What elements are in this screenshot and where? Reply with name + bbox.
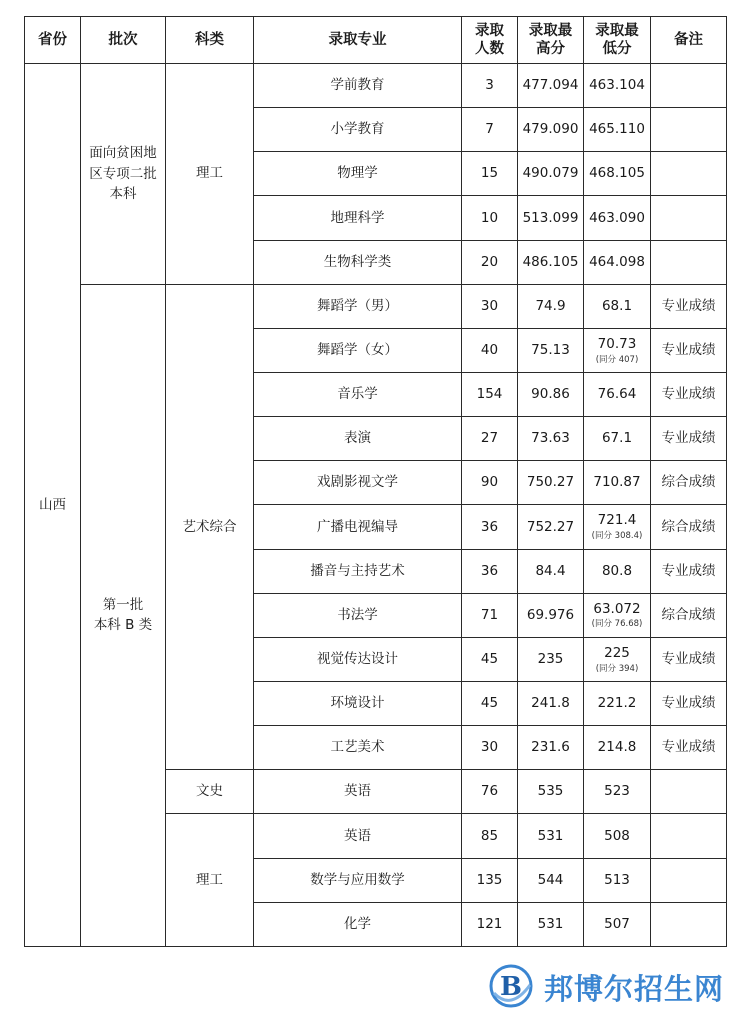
min-score-cell: 465.110	[584, 108, 651, 152]
major-cell: 戏剧影视文学	[254, 461, 462, 505]
min-score-cell: 221.2	[584, 681, 651, 725]
min-score-cell: 68.1	[584, 284, 651, 328]
max-score-cell: 479.090	[518, 108, 584, 152]
table-row	[25, 284, 727, 328]
max-score-cell: 535	[518, 770, 584, 814]
max-score-cell: 69.976	[518, 593, 584, 637]
major-cell: 音乐学	[254, 372, 462, 416]
count-cell: 10	[462, 196, 518, 240]
count-cell: 7	[462, 108, 518, 152]
max-score-cell: 75.13	[518, 328, 584, 372]
min-score-cell: 463.104	[584, 64, 651, 108]
min-score-cell: 225 (同分 394)	[584, 637, 651, 681]
count-cell: 27	[462, 417, 518, 461]
min-score-cell: 463.090	[584, 196, 651, 240]
site-logo-icon	[486, 963, 536, 1009]
note-cell: 专业成绩	[651, 284, 727, 328]
major-cell: 工艺美术	[254, 726, 462, 770]
min-score-cell: 468.105	[584, 152, 651, 196]
count-cell: 20	[462, 240, 518, 284]
major-cell: 视觉传达设计	[254, 637, 462, 681]
site-watermark	[486, 963, 726, 1011]
note-cell: 专业成绩	[651, 328, 727, 372]
note-cell: 专业成绩	[651, 549, 727, 593]
header-max-score: 录取最 高分	[518, 17, 584, 64]
min-score-cell: 76.64	[584, 372, 651, 416]
count-cell: 45	[462, 637, 518, 681]
count-cell: 45	[462, 681, 518, 725]
header-count: 录取 人数	[462, 17, 518, 64]
min-score-cell: 70.73 (同分 407)	[584, 328, 651, 372]
note-cell	[651, 240, 727, 284]
max-score-cell: 513.099	[518, 196, 584, 240]
note-cell	[651, 902, 727, 946]
major-cell: 舞蹈学（女）	[254, 328, 462, 372]
table-row	[25, 64, 727, 108]
svg-text:B: B	[500, 972, 522, 1002]
major-cell: 表演	[254, 417, 462, 461]
max-score-cell: 241.8	[518, 681, 584, 725]
max-score-cell: 235	[518, 637, 584, 681]
note-cell	[651, 196, 727, 240]
category-cell: 文史	[166, 770, 254, 814]
note-cell: 专业成绩	[651, 417, 727, 461]
major-cell: 环境设计	[254, 681, 462, 725]
header-min-score: 录取最 低分	[584, 17, 651, 64]
min-score-cell: 67.1	[584, 417, 651, 461]
count-cell: 90	[462, 461, 518, 505]
note-cell	[651, 814, 727, 858]
max-score-cell: 90.86	[518, 372, 584, 416]
batch-cell: 第一批 本科 B 类	[81, 284, 166, 946]
max-score-cell: 490.079	[518, 152, 584, 196]
count-cell: 135	[462, 858, 518, 902]
max-score-cell: 486.105	[518, 240, 584, 284]
max-score-cell: 74.9	[518, 284, 584, 328]
major-cell: 英语	[254, 770, 462, 814]
max-score-cell: 84.4	[518, 549, 584, 593]
note-cell	[651, 108, 727, 152]
major-cell: 生物科学类	[254, 240, 462, 284]
count-cell: 30	[462, 284, 518, 328]
min-score-cell: 507	[584, 902, 651, 946]
min-score-cell: 508	[584, 814, 651, 858]
header-batch: 批次	[81, 17, 166, 64]
min-score-cell: 63.072 (同分 76.68)	[584, 593, 651, 637]
max-score-cell: 544	[518, 858, 584, 902]
max-score-cell: 750.27	[518, 461, 584, 505]
count-cell: 30	[462, 726, 518, 770]
count-cell: 121	[462, 902, 518, 946]
count-cell: 3	[462, 64, 518, 108]
major-cell: 物理学	[254, 152, 462, 196]
major-cell: 学前教育	[254, 64, 462, 108]
category-cell: 艺术综合	[166, 284, 254, 770]
max-score-cell: 531	[518, 814, 584, 858]
note-cell: 专业成绩	[651, 726, 727, 770]
header-note: 备注	[651, 17, 727, 64]
note-cell: 专业成绩	[651, 372, 727, 416]
note-cell: 综合成绩	[651, 505, 727, 549]
header-row	[25, 17, 727, 64]
note-cell: 专业成绩	[651, 637, 727, 681]
note-cell	[651, 770, 727, 814]
note-cell	[651, 152, 727, 196]
major-cell: 小学教育	[254, 108, 462, 152]
note-cell: 综合成绩	[651, 461, 727, 505]
count-cell: 85	[462, 814, 518, 858]
major-cell: 播音与主持艺术	[254, 549, 462, 593]
max-score-cell: 231.6	[518, 726, 584, 770]
max-score-cell: 531	[518, 902, 584, 946]
batch-cell: 面向贫困地 区专项二批 本科	[81, 64, 166, 285]
major-cell: 化学	[254, 902, 462, 946]
min-score-cell: 513	[584, 858, 651, 902]
major-cell: 舞蹈学（男）	[254, 284, 462, 328]
min-score-cell: 214.8	[584, 726, 651, 770]
count-cell: 15	[462, 152, 518, 196]
max-score-cell: 752.27	[518, 505, 584, 549]
note-cell	[651, 64, 727, 108]
note-cell: 专业成绩	[651, 681, 727, 725]
major-cell: 书法学	[254, 593, 462, 637]
major-cell: 地理科学	[254, 196, 462, 240]
count-cell: 154	[462, 372, 518, 416]
max-score-cell: 73.63	[518, 417, 584, 461]
max-score-cell: 477.094	[518, 64, 584, 108]
min-score-cell: 464.098	[584, 240, 651, 284]
major-cell: 数学与应用数学	[254, 858, 462, 902]
header-category: 科类	[166, 17, 254, 64]
min-score-cell: 523	[584, 770, 651, 814]
category-cell: 理工	[166, 814, 254, 947]
admission-table	[24, 16, 727, 947]
count-cell: 76	[462, 770, 518, 814]
count-cell: 36	[462, 549, 518, 593]
major-cell: 广播电视编导	[254, 505, 462, 549]
count-cell: 40	[462, 328, 518, 372]
note-cell	[651, 858, 727, 902]
category-cell: 理工	[166, 64, 254, 285]
header-province: 省份	[25, 17, 81, 64]
count-cell: 71	[462, 593, 518, 637]
min-score-cell: 80.8	[584, 549, 651, 593]
site-name: 邦博尔招生网	[544, 972, 725, 1006]
province-cell: 山西	[25, 64, 81, 947]
min-score-cell: 721.4 (同分 308.4)	[584, 505, 651, 549]
count-cell: 36	[462, 505, 518, 549]
note-cell: 综合成绩	[651, 593, 727, 637]
header-major: 录取专业	[254, 17, 462, 64]
min-score-cell: 710.87	[584, 461, 651, 505]
major-cell: 英语	[254, 814, 462, 858]
